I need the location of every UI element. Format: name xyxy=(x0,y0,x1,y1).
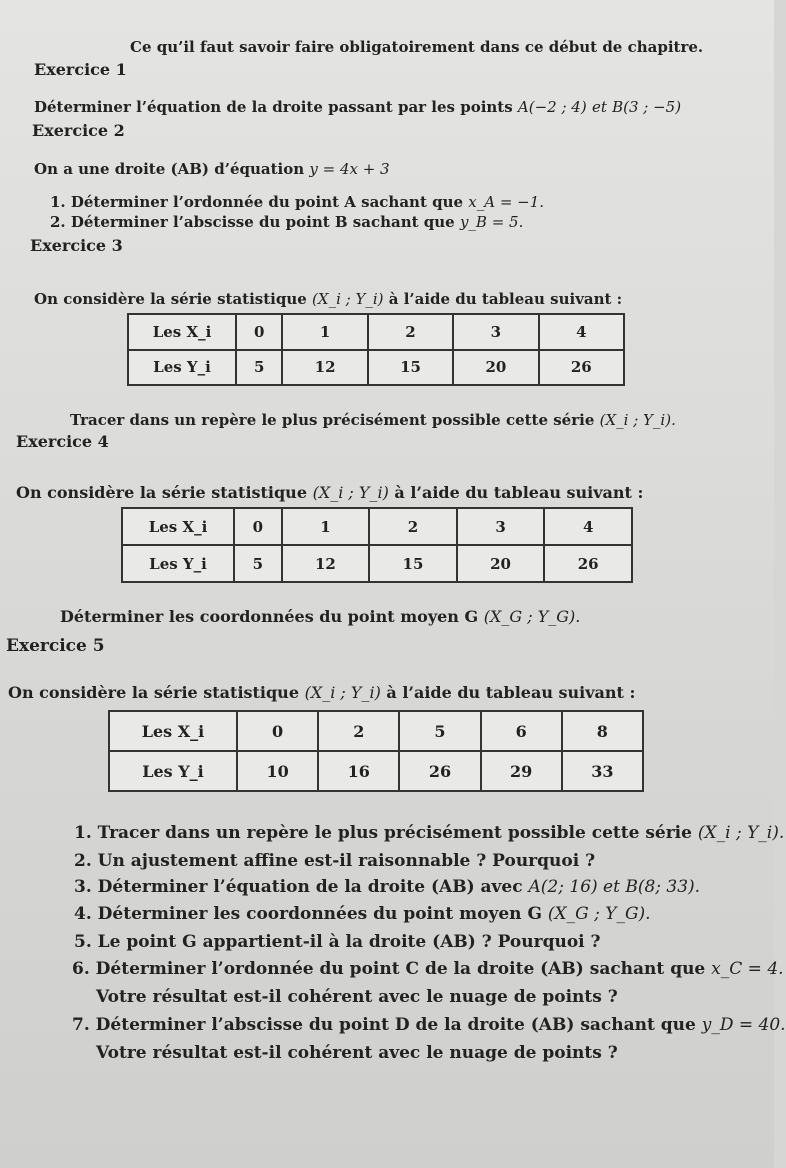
ex5-q7b: Votre résultat est-il cohérent avec le nuage de points ? xyxy=(96,1043,618,1063)
ex3-row-x-label: Les X_i xyxy=(128,314,236,350)
ex5-x-2: 5 xyxy=(399,711,480,751)
ex5-row-y-label: Les Y_i xyxy=(109,751,237,791)
ex4-y-3: 20 xyxy=(457,545,545,582)
ex5-table xyxy=(108,710,644,792)
ex4-y-2: 15 xyxy=(369,545,457,582)
ex3-y-0: 5 xyxy=(236,350,282,386)
ex1-et: et xyxy=(591,98,607,116)
ex3-x-3: 3 xyxy=(453,314,538,350)
ex4-intro-text: On considère la série statistique xyxy=(16,483,307,502)
ex3-x-2: 2 xyxy=(368,314,453,350)
ex5-intro xyxy=(8,683,635,702)
ex4-row-y-label: Les Y_i xyxy=(122,545,234,582)
ex5-x-4: 8 xyxy=(562,711,643,751)
ex4-series: (X_i ; Y_i) xyxy=(312,483,389,502)
ex2-q1 xyxy=(50,193,544,211)
ex2-q2-math: y_B = 5. xyxy=(459,213,524,231)
ex3-row-y-label: Les Y_i xyxy=(128,350,236,386)
ex5-q4 xyxy=(74,904,651,924)
ex3-x-1: 1 xyxy=(282,314,367,350)
ex5-q3-math: A(2; 16) et B(8; 33). xyxy=(528,877,701,897)
ex4-intro xyxy=(16,483,643,502)
ex5-intro-end: à l’aide du tableau suivant : xyxy=(386,683,636,702)
ex1-sentence: Déterminer l’équation de la droite passant par les points xyxy=(34,98,513,116)
ex4-task-text: Déterminer les coordonnées du point moyen G xyxy=(60,607,479,626)
ex5-x-1: 2 xyxy=(318,711,399,751)
ex1-point-b: B(3 ; −5) xyxy=(612,98,682,116)
ex5-row-x-label: Les X_i xyxy=(109,711,237,751)
ex5-q7-text: 7. Déterminer l’abscisse du point D de la droite (AB) sachant que xyxy=(72,1015,696,1035)
ex3-y-1: 12 xyxy=(282,350,367,386)
ex2-intro xyxy=(34,160,390,178)
ex4-x-4: 4 xyxy=(544,508,632,545)
ex1-title: Exercice 1 xyxy=(34,60,127,79)
ex3-y-2: 15 xyxy=(368,350,453,386)
ex3-x-4: 4 xyxy=(539,314,624,350)
ex3-y-3: 20 xyxy=(453,350,538,386)
ex4-x-2: 2 xyxy=(369,508,457,545)
ex5-q7 xyxy=(72,1015,786,1035)
ex3-title: Exercice 3 xyxy=(30,236,123,255)
ex5-x-0: 0 xyxy=(237,711,318,751)
ex3-intro-end: à l’aide du tableau suivant : xyxy=(388,290,623,308)
ex1-text xyxy=(34,98,681,116)
ex4-row-x-label: Les X_i xyxy=(122,508,234,545)
ex2-title: Exercice 2 xyxy=(32,121,125,140)
ex5-q4-text: 4. Déterminer les coordonnées du point moyen G xyxy=(74,904,542,924)
ex4-y-0: 5 xyxy=(234,545,282,582)
ex2-intro-text: On a une droite (AB) d’équation xyxy=(34,160,305,178)
ex2-q1-math: x_A = −1. xyxy=(468,193,545,211)
ex5-q3 xyxy=(74,877,700,897)
ex5-q6-math: x_C = 4. xyxy=(711,959,784,979)
ex3-intro xyxy=(34,290,622,308)
ex4-task-math: (X_G ; Y_G). xyxy=(483,607,581,626)
ex5-q7-math: y_D = 40. xyxy=(701,1015,786,1035)
ex2-q2 xyxy=(50,213,523,231)
ex4-x-1: 1 xyxy=(282,508,370,545)
ex4-y-1: 12 xyxy=(282,545,370,582)
ex4-x-3: 3 xyxy=(457,508,545,545)
ex5-y-1: 16 xyxy=(318,751,399,791)
ex3-x-0: 0 xyxy=(236,314,282,350)
ex1-point-a: A(−2 ; 4) xyxy=(517,98,587,116)
ex5-q4-math: (X_G ; Y_G). xyxy=(547,904,651,924)
ex3-table xyxy=(127,313,625,386)
ex4-x-0: 0 xyxy=(234,508,282,545)
ex5-x-3: 6 xyxy=(481,711,562,751)
ex5-q5: 5. Le point G appartient-il à la droite (AB) ? Pourquoi ? xyxy=(74,932,601,952)
ex5-q6-text: 6. Déterminer l’ordonnée du point C de la droite (AB) sachant que xyxy=(72,959,706,979)
ex5-y-0: 10 xyxy=(237,751,318,791)
ex5-series: (X_i ; Y_i) xyxy=(304,683,381,702)
ex5-title: Exercice 5 xyxy=(6,636,105,656)
ex3-series: (X_i ; Y_i) xyxy=(312,290,384,308)
ex3-task-text: Tracer dans un repère le plus précisément possible cette série xyxy=(70,411,595,429)
ex4-table xyxy=(121,507,633,583)
ex3-task xyxy=(70,411,676,429)
ex3-y-4: 26 xyxy=(539,350,624,386)
ex4-title: Exercice 4 xyxy=(16,432,109,451)
header-note: Ce qu’il faut savoir faire obligatoirement dans ce début de chapitre. xyxy=(130,38,704,56)
ex3-intro-text: On considère la série statistique xyxy=(34,290,307,308)
ex2-q2-text: 2. Déterminer l’abscisse du point B sachant que xyxy=(50,213,455,231)
ex5-q6b: Votre résultat est-il cohérent avec le nuage de points ? xyxy=(96,987,618,1007)
ex2-equation: y = 4x + 3 xyxy=(309,160,390,178)
ex4-y-4: 26 xyxy=(544,545,632,582)
ex5-y-4: 33 xyxy=(562,751,643,791)
ex2-q1-text: 1. Déterminer l’ordonnée du point A sachant que xyxy=(50,193,464,211)
ex5-q3-text: 3. Déterminer l’équation de la droite (AB) avec xyxy=(74,877,523,897)
ex5-q1-math: (X_i ; Y_i). xyxy=(697,823,785,843)
ex5-q1 xyxy=(74,823,784,843)
ex5-q6 xyxy=(72,959,784,979)
ex4-task xyxy=(60,607,580,626)
ex5-y-3: 29 xyxy=(481,751,562,791)
ex4-intro-end: à l’aide du tableau suivant : xyxy=(394,483,644,502)
ex5-q2: 2. Un ajustement affine est-il raisonnable ? Pourquoi ? xyxy=(74,851,596,871)
ex3-task-math: (X_i ; Y_i). xyxy=(599,411,676,429)
ex5-y-2: 26 xyxy=(399,751,480,791)
ex5-q1-text: 1. Tracer dans un repère le plus précisément possible cette série xyxy=(74,823,692,843)
ex5-intro-text: On considère la série statistique xyxy=(8,683,299,702)
